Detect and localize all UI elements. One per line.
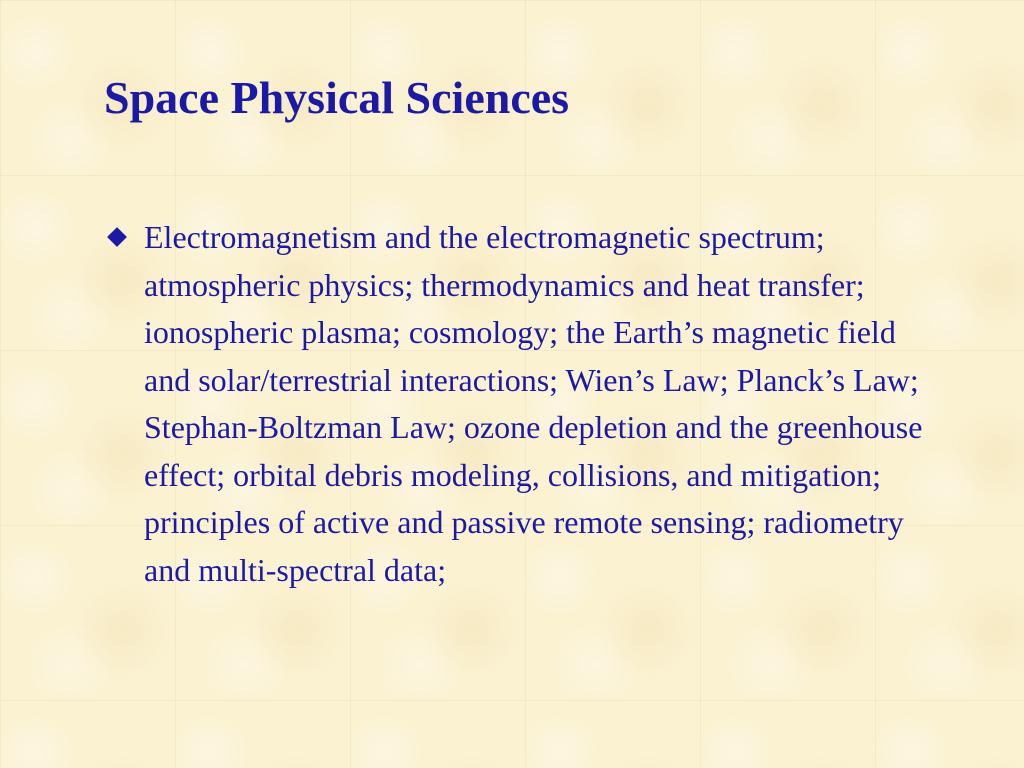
slide-title: Space Physical Sciences	[104, 72, 570, 123]
bullet-list	[106, 214, 966, 594]
diamond-icon	[107, 227, 127, 247]
bullet-item	[106, 214, 966, 594]
bullet-text: Electromagnetism and the electromagnetic spectrum; atmospheric physics; thermodynamics and heat transfer; ionospheric plasma; cosmology; the Earth’s magnetic field and solar/terrestrial interactions; Wien’s Law; Planck’s Law; Stephan-Boltzman Law; ozone depletion and the greenhouse effect; orbital debris modeling, collisions, and mitigation; principles of active and passive remote sensing; radiometry and multi-spectral data;	[144, 219, 923, 588]
